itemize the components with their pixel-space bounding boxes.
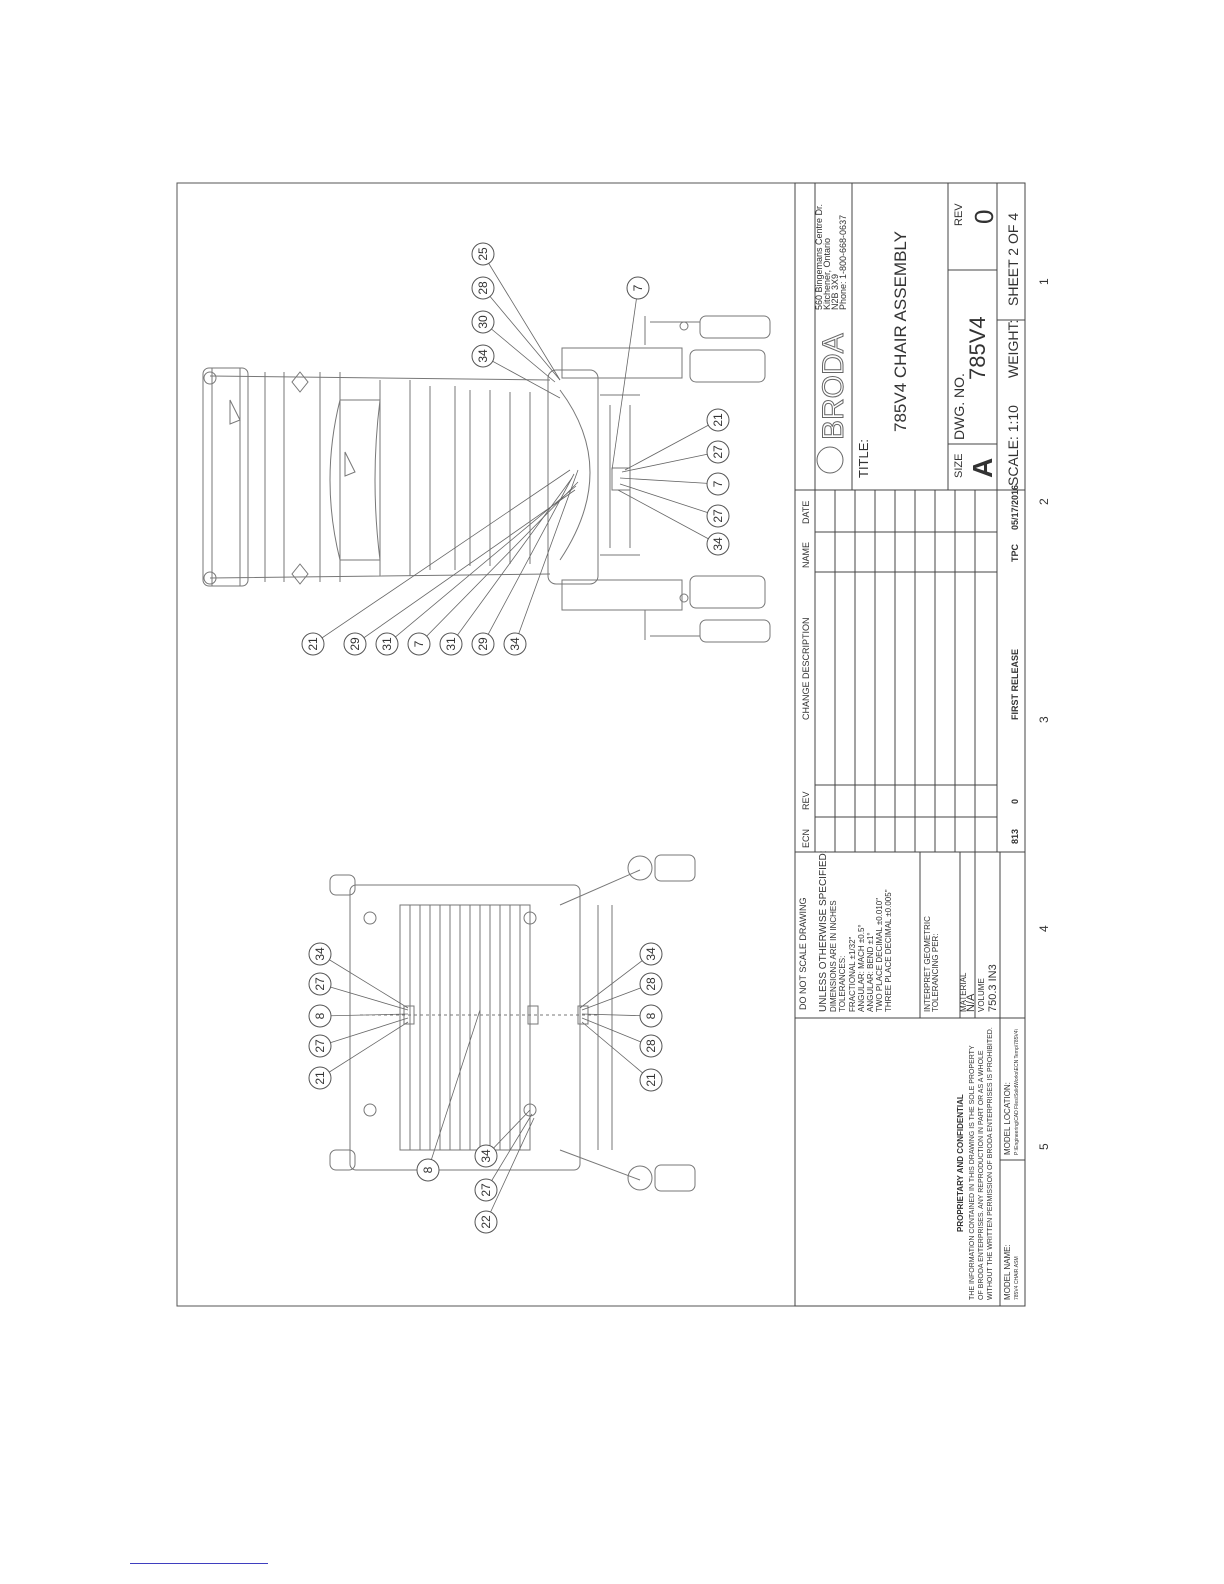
leader-line xyxy=(483,288,560,380)
balloon-label: 21 xyxy=(313,1071,327,1085)
balloon-label: 27 xyxy=(711,445,725,459)
tolerance-line: TOLERANCES: xyxy=(838,955,847,1012)
leader-line xyxy=(320,954,408,1008)
model-name-label: MODEL NAME: xyxy=(1003,1244,1012,1300)
drawing-title: 785V4 CHAIR ASSEMBLY xyxy=(891,231,910,432)
leader-line xyxy=(419,482,578,644)
volume-value: 750.3 IN3 xyxy=(987,964,999,1012)
lower-chair-view xyxy=(330,855,695,1191)
tolerance-line: TWO PLACE DECIMAL ±0.010" xyxy=(875,897,884,1012)
balloon-label: 27 xyxy=(711,509,725,523)
balloon-label: 7 xyxy=(631,284,645,292)
balloon-label: 27 xyxy=(313,1039,327,1053)
leader-line xyxy=(618,490,718,544)
broda-logo xyxy=(817,333,850,473)
logo-text: BRODA xyxy=(817,333,850,440)
balloons-lower-group xyxy=(309,943,662,1233)
balloon-label: 22 xyxy=(479,1215,493,1229)
balloon-label: 29 xyxy=(348,637,362,651)
balloon-label: 8 xyxy=(313,1012,327,1020)
rev-row-date: 05/17/2016 xyxy=(1010,484,1020,530)
footer-rule xyxy=(130,1563,268,1564)
zone-number: 1 xyxy=(1037,278,1051,285)
balloon-label: 21 xyxy=(644,1073,658,1087)
balloon-label: 27 xyxy=(313,977,327,991)
leader-line xyxy=(320,1014,408,1016)
rev-header-description: CHANGE DESCRIPTION xyxy=(801,617,811,720)
leader-line xyxy=(620,478,718,484)
balloon-label: 21 xyxy=(711,413,725,427)
interpret-line-2: TOLERANCING PER: xyxy=(931,933,940,1012)
tolerance-line: ANGULAR: BEND ±1° xyxy=(866,932,875,1012)
material-value: N/A xyxy=(965,993,977,1012)
rev-header-ecn: ECN xyxy=(801,828,811,848)
zone-number: 4 xyxy=(1037,925,1051,932)
balloon-label: 30 xyxy=(476,315,490,329)
leader-line xyxy=(320,984,408,1010)
rev-header-name: NAME xyxy=(801,541,811,568)
model-location-value: P:\Engineering\CAD Files\SolidWorks\ECN Temp\785V4\ xyxy=(1014,1029,1020,1155)
leader-line xyxy=(320,1022,408,1078)
balloon-label: 34 xyxy=(711,537,725,551)
proprietary-text xyxy=(969,1027,994,1300)
leader-line xyxy=(313,470,570,644)
balloon-label: 28 xyxy=(644,977,658,991)
leader-line xyxy=(428,1010,480,1170)
size-label: SIZE xyxy=(953,453,965,478)
rev-row-ecn: 813 xyxy=(1010,828,1020,844)
address-line-3: N2B 3X9 xyxy=(830,273,840,310)
balloon-label: 34 xyxy=(644,947,658,961)
leader-line xyxy=(625,420,718,470)
balloon-label: 8 xyxy=(644,1012,658,1020)
rev-header-rev: REV xyxy=(801,791,811,810)
leader-line xyxy=(355,490,575,644)
tolerance-line: DIMENSIONS ARE IN INCHES xyxy=(829,900,838,1012)
size-value: A xyxy=(967,457,998,478)
tolerance-line: FRACTIONAL ±1/32" xyxy=(848,936,857,1012)
volume-label: VOLUME xyxy=(977,978,986,1012)
material-label: MATERIAL xyxy=(959,972,968,1012)
scale-text: SCALE: 1:10 xyxy=(1005,405,1021,486)
model-location-label: MODEL LOCATION: xyxy=(1003,1082,1012,1155)
balloon-label: 28 xyxy=(476,281,490,295)
dwg-no-value: 785V4 xyxy=(965,316,990,380)
model-name-value: 785V4 CHAIR.ASM xyxy=(1014,1256,1020,1300)
leader-line xyxy=(622,452,718,472)
leader-line xyxy=(612,288,638,470)
balloons-upper-group xyxy=(302,243,729,655)
interpret-line-1: INTERPRET GEOMETRIC xyxy=(923,916,932,1012)
address-line-1: 560 Bingemans Centre Dr. xyxy=(814,203,824,310)
balloon-label: 27 xyxy=(479,1183,493,1197)
do-not-scale: DO NOT SCALE DRAWING xyxy=(798,897,808,1010)
leader-line xyxy=(515,470,578,644)
proprietary-line: WITHOUT THE WRITTEN PERMISSION OF BRODA ENTERPRISES IS PROHIBITED. xyxy=(987,1027,994,1300)
rev-row-name: TPC xyxy=(1010,544,1020,562)
balloon-label: 31 xyxy=(380,637,394,651)
tolerance-line: ANGULAR: MACH ±0.5° xyxy=(857,924,866,1012)
balloon-label: 21 xyxy=(306,637,320,651)
leader-line xyxy=(320,1018,408,1046)
rev-row-description: FIRST RELEASE xyxy=(1010,648,1020,720)
balloon-label: 25 xyxy=(476,247,490,261)
unless-specified: UNLESS OTHERWISE SPECIFIED: xyxy=(818,850,829,1012)
zone-number: 3 xyxy=(1037,716,1051,723)
leader-line xyxy=(451,478,572,644)
zone-number: 5 xyxy=(1037,1143,1051,1150)
address-line-2: Kitchener, Ontario xyxy=(822,237,832,310)
address-line-4: Phone: 1-800-668-0637 xyxy=(838,214,848,310)
balloon-label: 7 xyxy=(412,640,426,648)
proprietary-heading: PROPRIETARY AND CONFIDENTIAL xyxy=(956,1094,965,1232)
sheet-text: SHEET 2 OF 4 xyxy=(1005,212,1021,306)
title-label: TITLE: xyxy=(856,438,871,478)
proprietary-line: THE INFORMATION CONTAINED IN THIS DRAWING IS THE SOLE PROPERTY xyxy=(969,1045,976,1300)
balloon-label: 31 xyxy=(444,637,458,651)
balloon-label: 8 xyxy=(421,1166,435,1174)
rev-header-date: DATE xyxy=(801,500,811,524)
balloon-label: 34 xyxy=(476,349,490,363)
zone-number: 2 xyxy=(1037,498,1051,505)
rev-label: REV xyxy=(953,203,965,226)
balloon-label: 7 xyxy=(711,480,725,488)
tolerance-notes xyxy=(829,889,893,1012)
rev-row-rev: 0 xyxy=(1010,798,1020,804)
zone-numbers xyxy=(1037,278,1051,1150)
balloon-label: 34 xyxy=(479,1149,493,1163)
title-block-text xyxy=(798,203,1051,1300)
balloon-label: 34 xyxy=(313,947,327,961)
balloon-label: 34 xyxy=(508,637,522,651)
leader-line xyxy=(483,254,560,380)
proprietary-line: OF BRODA ENTERPRISES. ANY REPRODUCTION IN PART OR AS A WHOLE xyxy=(978,1050,985,1300)
balloon-label: 29 xyxy=(476,637,490,651)
dwg-no-label: DWG. NO. xyxy=(951,373,967,440)
balloon-label: 28 xyxy=(644,1039,658,1053)
rev-value: 0 xyxy=(969,209,999,224)
weight-text: WEIGHT: xyxy=(1005,319,1021,378)
tolerance-line: THREE PLACE DECIMAL ±0.005" xyxy=(884,889,893,1012)
leader-line xyxy=(620,484,718,516)
